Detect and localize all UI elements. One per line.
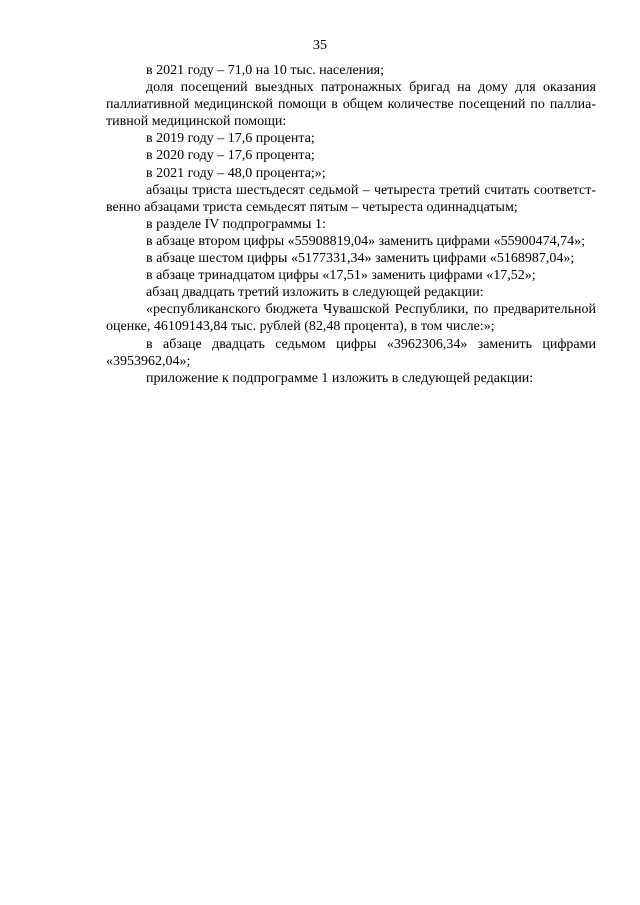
- text-line: в абзаце шестом цифры «5177331,34» заменить цифрами «5168987,04»;: [146, 251, 575, 267]
- text-line: доля посещений выездных патронажных бригад на дому для оказания: [146, 80, 596, 96]
- document-body: [106, 62, 596, 387]
- text-line: абзац двадцать третий изложить в следующей редакции:: [146, 285, 484, 301]
- page-number: 35: [313, 38, 327, 53]
- text-line: в 2021 году – 48,0 процента;»;: [146, 165, 326, 181]
- text-line: в 2020 году – 17,6 процента;: [146, 148, 315, 164]
- text-line: в 2021 году – 71,0 на 10 тыс. населения;: [146, 63, 384, 78]
- text-line: «республиканского бюджета Чувашской Республики, по предварительной: [146, 302, 596, 318]
- text-line: «3953962,04»;: [106, 353, 191, 369]
- text-line: в 2019 году – 17,6 процента;: [146, 131, 315, 147]
- text-line: в абзаце тринадцатом цифры «17,51» заменить цифрами «17,52»;: [146, 268, 536, 284]
- text-line: в разделе IV подпрограммы 1:: [146, 216, 326, 232]
- text-line: в абзаце втором цифры «55908819,04» заменить цифрами «55900474,74»;: [146, 233, 585, 249]
- text-line: приложение к подпрограмме 1 изложить в следующей редакции:: [146, 370, 534, 386]
- text-line: в абзаце двадцать седьмом цифры «3962306,34» заменить цифрами: [146, 336, 596, 352]
- text-line: венно абзацами триста семьдесят пятым – четыреста одиннадцатым;: [106, 199, 518, 215]
- text-line: оценке, 46109143,84 тыс. рублей (82,48 процента), в том числе:»;: [106, 319, 495, 335]
- text-line: абзацы триста шестьдесят седьмой – четыреста третий считать соответст-: [146, 182, 596, 198]
- text-line: тивной медицинской помощи:: [106, 114, 287, 130]
- text-line: паллиативной медицинской помощи в общем количестве посещений по паллиа-: [106, 97, 596, 113]
